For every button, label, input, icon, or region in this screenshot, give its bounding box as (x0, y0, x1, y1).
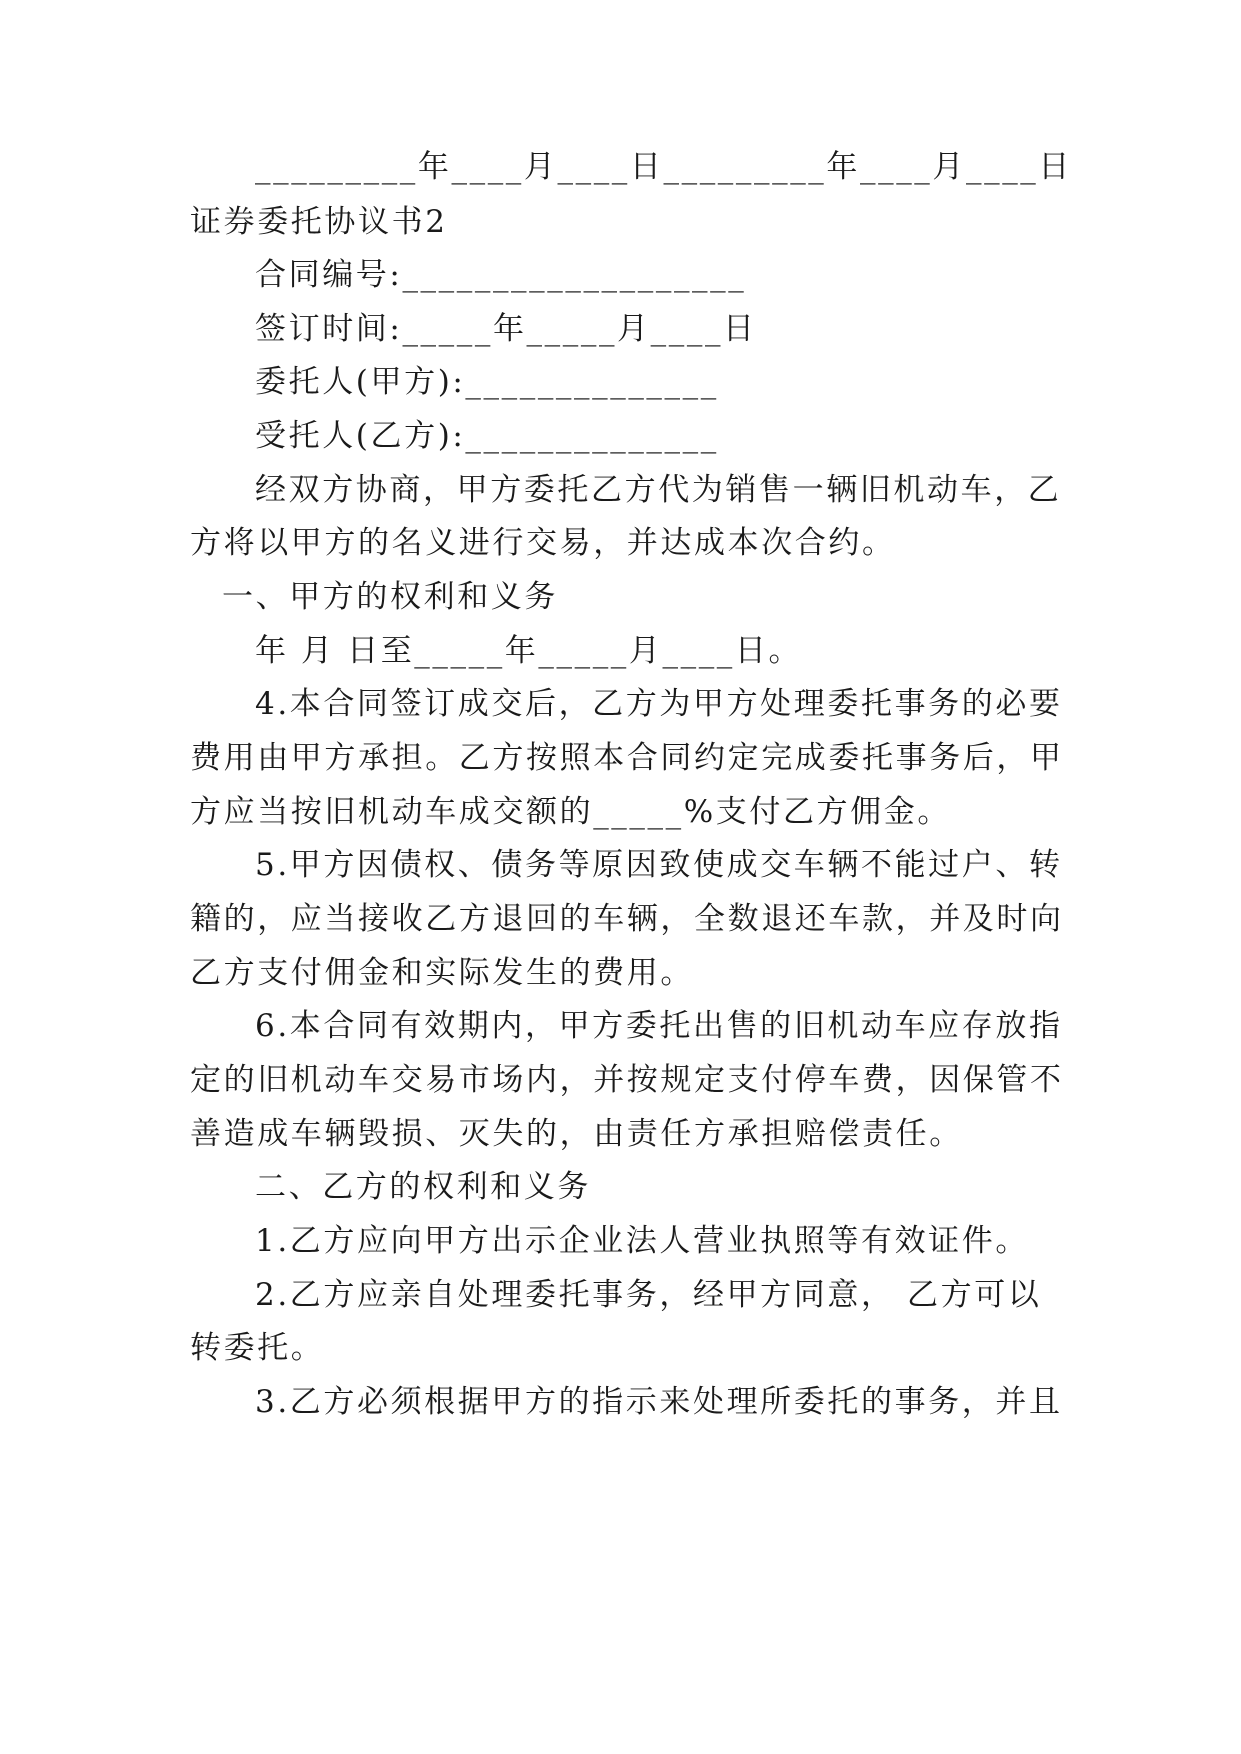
paragraph-line: 1.乙方应向甲方出示企业法人营业执照等有效证件。 (255, 1223, 1029, 1259)
paragraph-line: 善造成车辆毁损、灭失的，由责任方承担赔偿责任。 (190, 1116, 963, 1152)
agent-party-field: 受托人(乙方):______________ (255, 418, 719, 454)
paragraph-line: 籍的，应当接收乙方退回的车辆，全数退还车款，并及时向 (190, 901, 1064, 937)
paragraph-line: 6.本合同有效期内，甲方委托出售的旧机动车应存放指 (255, 1008, 1063, 1044)
contract-number-field: 合同编号:___________________ (255, 257, 747, 293)
paragraph-line: 年 月 日至_____年_____月____日。 (255, 633, 803, 669)
document-title: 证券委托协议书2 (190, 204, 448, 240)
paragraph-line: 乙方支付佣金和实际发生的费用。 (190, 955, 694, 991)
paragraph-line: 方应当按旧机动车成交额的_____%支付乙方佣金。 (190, 794, 951, 830)
section-heading: 二、乙方的权利和义务 (255, 1169, 591, 1205)
paragraph-line: 转委托。 (190, 1330, 325, 1366)
paragraph-line: 3.乙方必须根据甲方的指示来处理所委托的事务，并且 (255, 1384, 1063, 1420)
principal-party-field: 委托人(甲方):______________ (255, 364, 719, 400)
paragraph-line: 5.甲方因债权、债务等原因致使成交车辆不能过户、转 (255, 847, 1063, 883)
signing-date-field: 签订时间:_____年_____月____日 (255, 311, 757, 347)
paragraph-line: 4.本合同签订成交后，乙方为甲方处理委托事务的必要 (255, 686, 1063, 722)
paragraph-line: 2.乙方应亲自处理委托事务，经甲方同意， 乙方可以 (255, 1277, 1042, 1313)
paragraph-line: 费用由甲方承担。乙方按照本合同约定完成委托事务后，甲 (190, 740, 1064, 776)
paragraph-line: 定的旧机动车交易市场内，并按规定支付停车费，因保管不 (190, 1062, 1064, 1098)
date-blanks-line: _________年____月____日_________年____月____日 (255, 149, 1072, 185)
section-heading: 一、甲方的权利和义务 (222, 579, 558, 615)
paragraph-line: 经双方协商，甲方委托乙方代为销售一辆旧机动车，乙 (255, 472, 1062, 508)
paragraph-line: 方将以甲方的名义进行交易，并达成本次合约。 (190, 525, 896, 561)
